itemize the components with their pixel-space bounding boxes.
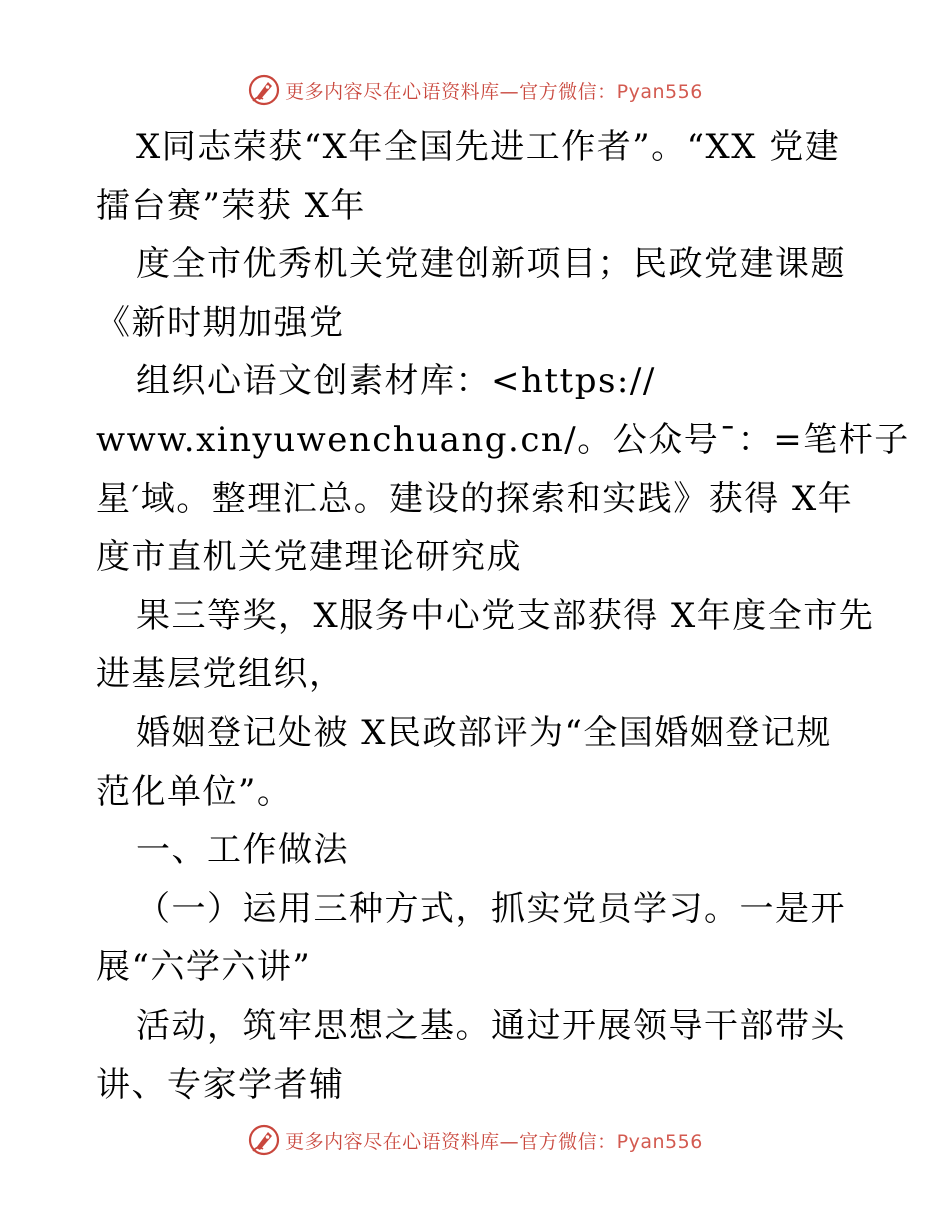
text-line: 果三等奖，X服务中心党支部获得 X年度全市先 [136, 595, 875, 636]
text-line: 进基层党组织， [96, 654, 345, 695]
text-line: 婚姻登记处被 X民政部评为“全国婚姻登记规 [136, 712, 832, 753]
text-line: 一、工作做法 [136, 830, 349, 871]
watermark-wechat-id: Pyan556 [616, 1130, 703, 1153]
text-line: 度市直机关党建理论研究成 [96, 537, 522, 578]
text-line: 展“六学六讲” [96, 947, 312, 988]
text-line: www.xinyuwenchuang.cn/。公众号¯：=笔杆子 [96, 419, 910, 460]
watermark-text: 更多内容尽在心语资料库—官方微信：Pyan556 [285, 1130, 703, 1153]
pen-nib-logo-icon [247, 1123, 281, 1157]
text-line: 度全市优秀机关党建创新项目；民政党建课题 [136, 244, 846, 285]
text-line: 组织心语文创素材库：<https:// [136, 361, 656, 402]
text-line: 《新时期加强党 [96, 302, 345, 343]
document-body [96, 118, 910, 1114]
text-line: 星′域。整理汇总。建设的探索和实践》获得 X年 [96, 478, 854, 519]
text-line: X同志荣获“X年全国先进工作者”。“XX 党建 [136, 127, 841, 167]
watermark-wechat-id: Pyan556 [616, 80, 703, 103]
text-line: （一）运用三种方式，抓实党员学习。一是开 [136, 888, 846, 929]
text-line: 擂台赛”荣获 X年 [96, 185, 366, 226]
footer-watermark [0, 1120, 950, 1160]
watermark-text: 更多内容尽在心语资料库—官方微信：Pyan556 [285, 80, 703, 103]
header-watermark [0, 70, 950, 110]
pen-nib-logo-icon [247, 73, 281, 107]
text-line: 讲、专家学者辅 [96, 1064, 345, 1105]
text-line: 活动，筑牢思想之基。通过开展领导干部带头 [136, 1005, 846, 1046]
text-line: 范化单位”。 [96, 771, 293, 812]
